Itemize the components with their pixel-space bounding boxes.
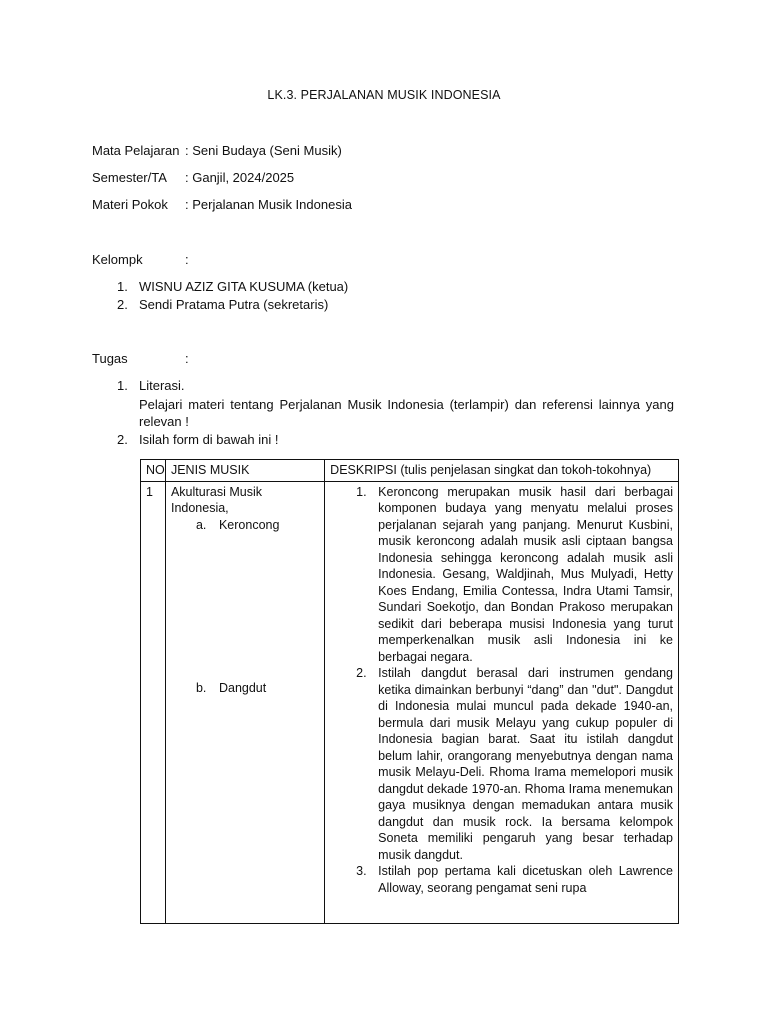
header-deskripsi: DESKRIPSI (tulis penjelasan singkat dan tokoh-tokohnya) (325, 460, 679, 482)
jenis-sub-number: b. (195, 681, 207, 695)
meta-subject (92, 143, 342, 158)
jenis-sub-label: Dangdut (218, 681, 267, 695)
list-number: 3. (356, 864, 367, 878)
jenis-title: Akulturasi Musik Indonesia, (170, 484, 262, 515)
literasi-instruction: Pelajari materi tentang Perjalanan Musik Indonesia (terlampir) dan referensi lainnya yang relevan ! (139, 397, 674, 429)
tugas-label: Tugas (92, 351, 128, 366)
list-text: Keroncong merupakan musik hasil dari berbagai komponen budaya yang menyatu melalui proses perjalanan sejarah yang panjang. Menurut Kusbini, musik keroncong adalah musik asli ciptaan bangsa Indonesia sehingga keroncong adalah musik asli Indonesia. Gesang, Waldjinah, Mus Mulyadi, Hetty Koes Endang, Emilia Contessa, Indra Utami Tamsir, Sundari Soekotjo, dan Bondan Prakoso merupakan sedikit dari beberapa musisi Indonesia yang turut memperkenalkan musik asli Indonesia ini ke berbagai negara. (378, 484, 673, 664)
list-number: 2. (356, 666, 367, 680)
tugas-text: Literasi. (139, 378, 185, 393)
meta-topic-label: Materi Pokok (92, 197, 168, 212)
list-text: Istilah pop pertama kali dicetuskan oleh Lawrence Alloway, seorang pengamat seni rupa (378, 864, 673, 895)
table-header-row (141, 460, 679, 482)
tugas-item (117, 378, 185, 393)
list-item (330, 484, 673, 666)
tugas-number: 1. (117, 378, 128, 393)
tugas-item (117, 432, 278, 447)
member-item (117, 279, 348, 294)
list-number: 1. (356, 484, 367, 499)
kelompok-heading (92, 252, 189, 267)
member-name: Sendi Pratama Putra (sekretaris) (139, 297, 329, 312)
tugas-number: 2. (117, 432, 128, 447)
document-title: LK.3. PERJALANAN MUSIK INDONESIA (267, 88, 501, 102)
table-row (141, 481, 679, 923)
row-deskripsi (325, 481, 679, 923)
kelompok-colon: : (185, 252, 189, 267)
member-item (117, 297, 328, 312)
row-no: 1 (141, 481, 166, 923)
music-table (140, 459, 679, 924)
list-item (330, 665, 673, 863)
description-list (330, 484, 673, 897)
meta-subject-label: Mata Pelajaran (92, 143, 180, 158)
jenis-sub-label: Keroncong (218, 517, 280, 532)
member-number: 1. (117, 279, 128, 294)
meta-topic-value: : Perjalanan Musik Indonesia (185, 197, 352, 212)
jenis-dangdut (171, 680, 319, 697)
meta-subject-value: : Seni Budaya (Seni Musik) (185, 143, 342, 158)
list-text: Istilah dangdut berasal dari instrumen gendang ketika dimainkan berbunyi “dang” dan "dut". Dangdut di Indonesia mulai muncul pada dekade 1940-an, bermula dari musik Melayu yang cukup populer di Indonesia bagian barat. Saat itu istilah dangdut belum lahir, orangorang menyebutnya dengan nama musik Melayu-Deli. Rhoma Irama memelopori musik dangdut dekade 1970-an. Rhoma Irama menemukan gaya musiknya dengan memadukan antara musik dangdut dan musik rock. Ia bersama kelompok Soneta memiliki pengaruh yang besar terhadap musik dangdut. (378, 666, 673, 862)
header-no: NO (141, 460, 166, 482)
header-jenis: JENIS MUSIK (165, 460, 324, 482)
member-name: WISNU AZIZ GITA KUSUMA (ketua) (139, 279, 349, 294)
meta-semester-label: Semester/TA (92, 170, 167, 185)
meta-semester (92, 170, 294, 185)
member-number: 2. (117, 297, 128, 312)
tugas-text: Isilah form di bawah ini ! (139, 432, 279, 447)
list-item (330, 863, 673, 896)
tugas-heading (92, 351, 189, 366)
row-jenis (165, 481, 324, 923)
meta-topic (92, 197, 352, 212)
jenis-sub-number: a. (195, 517, 207, 532)
kelompok-label: Kelompk (92, 252, 143, 267)
meta-semester-value: : Ganjil, 2024/2025 (185, 170, 295, 185)
tugas-colon: : (185, 351, 189, 366)
jenis-keroncong (171, 517, 319, 534)
